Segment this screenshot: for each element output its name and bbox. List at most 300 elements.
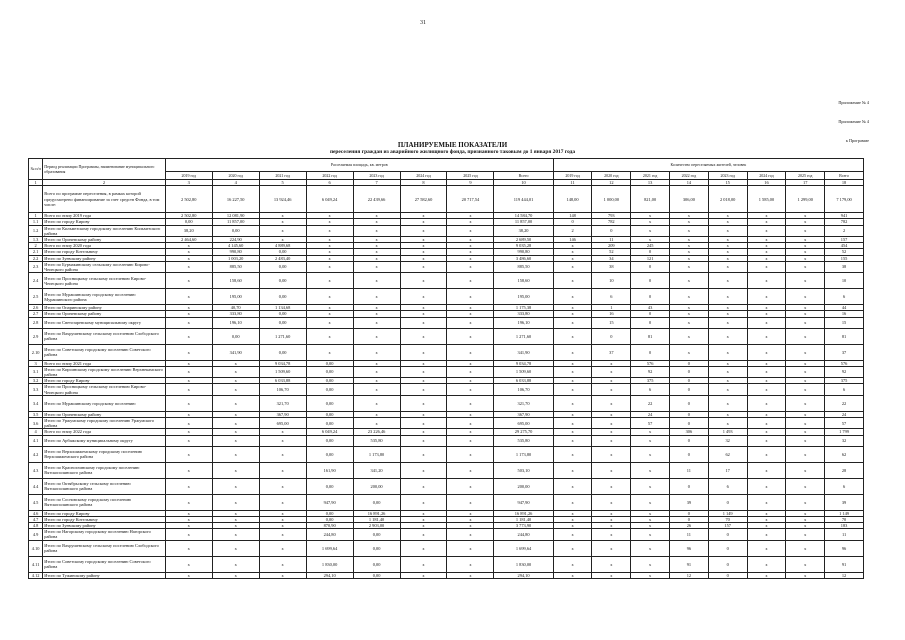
area-cell: x [353, 261, 400, 272]
header-colnum: 4 [212, 180, 259, 186]
area-cell: 195,00 [212, 289, 259, 305]
people-cell: x [553, 344, 592, 360]
row-number: 2.2 [29, 255, 43, 261]
table-row [29, 273, 864, 289]
area-cell: 196,10 [212, 317, 259, 328]
area-cell: 224,90 [212, 237, 259, 243]
area-cell: x [306, 249, 353, 255]
row-number: 1.3 [29, 237, 43, 243]
area-cell: x [353, 418, 400, 429]
people-cell: x [670, 243, 709, 249]
area-cell: 0,00 [259, 311, 306, 317]
header-colnum: 12 [592, 180, 631, 186]
people-cell: x [786, 510, 825, 516]
area-cell: x [212, 429, 259, 435]
area-cell: x [165, 328, 212, 344]
row-number: 4 [29, 429, 43, 435]
people-cell: 92 [825, 366, 864, 377]
people-cell: 0 [670, 366, 709, 377]
area-cell: 870,90 [306, 523, 353, 529]
people-cell: x [670, 289, 709, 305]
people-cell: x [631, 523, 670, 529]
row-name: Итого по Оричевскому району [43, 311, 165, 317]
people-cell: x [592, 556, 631, 572]
area-cell: x [447, 523, 494, 529]
row-number: 3 [29, 360, 43, 366]
area-cell: x [400, 556, 447, 572]
people-cell: x [631, 572, 670, 578]
area-cell: x [400, 429, 447, 435]
people-cell: x [553, 418, 592, 429]
area-cell: x [165, 366, 212, 377]
area-cell: x [353, 378, 400, 384]
area-cell: 0,00 [212, 328, 259, 344]
people-cell: 12 [825, 572, 864, 578]
people-cell: 157 [708, 523, 747, 529]
people-cell: x [553, 305, 592, 311]
people-cell: 209 [592, 243, 631, 249]
area-cell: x [165, 572, 212, 578]
area-cell: 200,00 [353, 478, 400, 494]
people-cell: x [553, 556, 592, 572]
people-cell: 306 [670, 429, 709, 435]
table-row [29, 478, 864, 494]
header-year: 2025 год [786, 172, 825, 180]
row-number: 4.10 [29, 540, 43, 556]
area-cell: x [212, 494, 259, 510]
people-cell: x [592, 360, 631, 366]
area-cell: x [400, 572, 447, 578]
area-cell: x [400, 289, 447, 305]
area-cell: 1 509,60 [494, 366, 553, 377]
area-cell: 990,80 [212, 249, 259, 255]
area-cell: x [447, 328, 494, 344]
people-cell: 0 [631, 344, 670, 360]
area-cell: 4 889,68 [259, 243, 306, 249]
people-cell: x [592, 418, 631, 429]
people-cell: 1 [592, 305, 631, 311]
table-row [29, 328, 864, 344]
row-number [29, 186, 43, 213]
row-name: Итого по Зуевскому району [43, 523, 165, 529]
people-cell: x [670, 317, 709, 328]
people-cell: x [553, 273, 592, 289]
people-cell: x [708, 261, 747, 272]
area-cell: x [353, 237, 400, 243]
people-cell: x [670, 261, 709, 272]
people-cell: x [553, 317, 592, 328]
people-cell: 1 299,00 [786, 186, 825, 213]
people-cell: x [747, 311, 786, 317]
header-year: Всего [825, 172, 864, 180]
people-cell: x [553, 462, 592, 478]
area-cell: 195,00 [494, 289, 553, 305]
people-cell: 34 [592, 255, 631, 261]
table-row [29, 446, 864, 462]
row-number: 1.2 [29, 225, 43, 236]
people-cell: x [786, 305, 825, 311]
row-name: Итого по Оричевскому району [43, 237, 165, 243]
area-cell: 11 857,00 [494, 219, 553, 225]
area-cell: x [400, 478, 447, 494]
people-cell: x [592, 462, 631, 478]
people-cell: x [592, 411, 631, 417]
people-cell: x [631, 435, 670, 446]
people-cell: x [786, 446, 825, 462]
people-cell: x [747, 317, 786, 328]
header-colnum: 13 [631, 180, 670, 186]
area-cell: x [259, 446, 306, 462]
area-cell: 2 483,40 [259, 255, 306, 261]
area-cell: x [447, 225, 494, 236]
area-cell: x [447, 429, 494, 435]
area-cell: x [353, 344, 400, 360]
header-colnum: 17 [786, 180, 825, 186]
people-cell: x [786, 273, 825, 289]
area-cell: 20 717,54 [447, 186, 494, 213]
people-cell: x [747, 395, 786, 411]
area-cell: x [259, 540, 306, 556]
header-colnum: 6 [306, 180, 353, 186]
area-cell: x [259, 494, 306, 510]
area-cell: x [306, 213, 353, 219]
area-cell: 244,80 [306, 529, 353, 540]
area-cell: x [212, 523, 259, 529]
people-cell: x [747, 289, 786, 305]
area-cell: 158,60 [212, 273, 259, 289]
area-cell: x [400, 261, 447, 272]
people-cell: 0 [631, 289, 670, 305]
row-number: 2 [29, 243, 43, 249]
area-cell: x [212, 360, 259, 366]
people-cell: x [553, 360, 592, 366]
people-cell: x [786, 243, 825, 249]
row-name: Итого по Красноглинскому городскому поселению Вятскополянского района [43, 462, 165, 478]
people-cell: 6 [825, 289, 864, 305]
people-cell: x [786, 556, 825, 572]
area-cell: x [400, 366, 447, 377]
area-cell: x [447, 289, 494, 305]
area-cell: 38,20 [165, 225, 212, 236]
row-name: Итого по Зуевскому району [43, 255, 165, 261]
row-name: Итого по Светозаревскому муниципальному округу [43, 317, 165, 328]
header-colnum: 1 [29, 180, 43, 186]
area-cell: x [447, 255, 494, 261]
people-cell: x [747, 255, 786, 261]
people-cell: 157 [825, 237, 864, 243]
area-cell: x [259, 237, 306, 243]
people-cell: x [747, 243, 786, 249]
area-cell: x [165, 523, 212, 529]
people-cell: 0 [631, 273, 670, 289]
area-cell: x [259, 225, 306, 236]
area-cell: 341,20 [353, 462, 400, 478]
people-cell: 0 [670, 395, 709, 411]
people-cell: x [786, 516, 825, 522]
area-cell: 16 891,26 [353, 510, 400, 516]
row-name: Итого по городу Котельничу [43, 249, 165, 255]
row-number: 3.6 [29, 418, 43, 429]
area-cell: x [353, 366, 400, 377]
row-number: 4.8 [29, 523, 43, 529]
area-cell: x [259, 462, 306, 478]
area-cell: x [306, 237, 353, 243]
people-cell: 0 [631, 261, 670, 272]
people-cell: x [553, 494, 592, 510]
area-cell: x [447, 213, 494, 219]
area-cell: 244,80 [494, 529, 553, 540]
area-cell: x [212, 366, 259, 377]
header-year: 2020 год [592, 172, 631, 180]
area-cell: x [165, 395, 212, 411]
area-cell: 695,00 [259, 418, 306, 429]
people-cell: 793 [592, 213, 631, 219]
header-num: № п/п [29, 159, 43, 180]
row-number: 3.2 [29, 378, 43, 384]
appendix-note: Приложение № 4 [838, 100, 869, 105]
header-colnum: 14 [670, 180, 709, 186]
people-cell: x [592, 494, 631, 510]
area-cell: 0,00 [306, 395, 353, 411]
area-cell: x [400, 446, 447, 462]
people-cell: 782 [825, 219, 864, 225]
document-subtitle: переселения граждан из аварийного жилищного фонда, признанного таковым до 1 января 2017 года [329, 149, 576, 155]
area-cell: x [447, 572, 494, 578]
people-cell: x [631, 462, 670, 478]
area-cell: 2 502,80 [165, 186, 212, 213]
people-cell: x [553, 540, 592, 556]
people-cell: x [747, 478, 786, 494]
people-cell: 576 [825, 360, 864, 366]
header-year: 2024 год [400, 172, 447, 180]
area-cell: x [400, 510, 447, 516]
table-row [29, 540, 864, 556]
people-cell: 0 [708, 572, 747, 578]
people-cell: 6 [592, 289, 631, 305]
area-cell: 38,20 [494, 225, 553, 236]
area-cell: 0,00 [306, 435, 353, 446]
people-cell: x [747, 219, 786, 225]
people-cell: x [708, 366, 747, 377]
area-cell: x [447, 418, 494, 429]
area-cell: 885,50 [212, 261, 259, 272]
area-cell: x [353, 317, 400, 328]
people-cell: x [670, 328, 709, 344]
area-cell: x [259, 478, 306, 494]
people-cell: 375 [631, 378, 670, 384]
people-cell: x [670, 249, 709, 255]
row-name: Итого по Мурашинскому городскому поселению [43, 395, 165, 411]
people-cell: x [592, 523, 631, 529]
area-cell: 0,00 [165, 219, 212, 225]
area-cell: x [306, 328, 353, 344]
area-cell: x [212, 478, 259, 494]
people-cell: 0 [592, 328, 631, 344]
area-cell: x [447, 243, 494, 249]
area-cell: 196,10 [494, 317, 553, 328]
people-cell: x [631, 516, 670, 522]
people-cell: 6 [825, 478, 864, 494]
area-cell: x [400, 395, 447, 411]
area-cell: 40,70 [212, 305, 259, 311]
area-cell: x [212, 446, 259, 462]
area-cell: x [447, 435, 494, 446]
people-cell: 0 [670, 418, 709, 429]
people-cell: x [708, 243, 747, 249]
area-cell: 6 033,88 [259, 378, 306, 384]
area-cell: 106,70 [494, 384, 553, 395]
area-cell: x [400, 523, 447, 529]
people-cell: 39 [825, 494, 864, 510]
area-cell: x [165, 289, 212, 305]
people-cell: x [553, 395, 592, 411]
people-cell: 2 018,00 [708, 186, 747, 213]
row-number: 1.1 [29, 219, 43, 225]
area-cell: x [447, 317, 494, 328]
row-number: 4.5 [29, 494, 43, 510]
people-cell: x [786, 395, 825, 411]
people-cell: x [786, 289, 825, 305]
people-cell: x [786, 261, 825, 272]
people-cell: x [631, 237, 670, 243]
row-number: 4.7 [29, 516, 43, 522]
people-cell: x [670, 237, 709, 243]
area-cell: x [212, 516, 259, 522]
people-cell: x [747, 510, 786, 516]
area-cell: x [400, 529, 447, 540]
area-cell: x [212, 529, 259, 540]
header-colnum: 7 [353, 180, 400, 186]
people-cell: 96 [670, 540, 709, 556]
people-cell: 12 [670, 572, 709, 578]
area-cell: x [212, 395, 259, 411]
people-cell: x [592, 435, 631, 446]
area-cell: 200,00 [494, 478, 553, 494]
people-cell: 0 [708, 494, 747, 510]
people-cell: x [786, 411, 825, 417]
people-cell: x [708, 328, 747, 344]
area-cell: x [400, 411, 447, 417]
people-cell: 62 [825, 446, 864, 462]
people-cell: x [708, 384, 747, 395]
area-cell: x [400, 328, 447, 344]
people-cell: x [670, 344, 709, 360]
area-cell: 9 034,78 [494, 360, 553, 366]
row-name: Итого по Вахрушевскому сельскому поселению Слободского района [43, 540, 165, 556]
people-cell: 183 [825, 523, 864, 529]
area-cell: x [306, 289, 353, 305]
people-cell: 24 [631, 411, 670, 417]
people-cell: 121 [631, 255, 670, 261]
area-cell: 333,80 [494, 311, 553, 317]
area-cell: x [306, 225, 353, 236]
people-cell: 375 [825, 378, 864, 384]
area-cell: x [259, 213, 306, 219]
area-cell: x [400, 305, 447, 311]
people-cell: x [786, 219, 825, 225]
area-cell: 0,00 [306, 384, 353, 395]
people-cell: 17 [708, 462, 747, 478]
area-cell: 0,00 [259, 249, 306, 255]
area-cell: x [212, 556, 259, 572]
people-cell: 782 [592, 219, 631, 225]
area-cell: 14 584,70 [494, 213, 553, 219]
row-number: 4.1 [29, 435, 43, 446]
people-cell: 7 179,00 [825, 186, 864, 213]
people-cell: 576 [631, 360, 670, 366]
people-cell: x [786, 317, 825, 328]
area-cell: 6 049,24 [306, 429, 353, 435]
people-cell: x [747, 360, 786, 366]
people-cell: 2 [825, 225, 864, 236]
people-cell: 37 [825, 344, 864, 360]
area-cell: x [165, 556, 212, 572]
people-cell: 0 [592, 225, 631, 236]
area-cell: x [353, 411, 400, 417]
people-cell: x [786, 384, 825, 395]
table-row [29, 225, 864, 236]
area-cell: x [165, 243, 212, 249]
people-cell: x [747, 261, 786, 272]
header-year: Всего [494, 172, 553, 180]
people-cell: x [553, 384, 592, 395]
area-cell: x [447, 478, 494, 494]
people-cell: 0 [670, 478, 709, 494]
people-cell: 57 [631, 418, 670, 429]
area-cell: x [400, 213, 447, 219]
area-cell: 333,80 [212, 311, 259, 317]
area-cell: x [212, 510, 259, 516]
area-cell: 1 830,00 [306, 556, 353, 572]
people-cell: x [708, 273, 747, 289]
people-cell: 1 799 [825, 429, 864, 435]
area-cell: x [400, 344, 447, 360]
row-name: Итого по городу Кирову [43, 378, 165, 384]
people-cell: 148,00 [553, 186, 592, 213]
area-cell: 3 486,60 [494, 255, 553, 261]
table-row [29, 366, 864, 377]
area-cell: 3 773,90 [494, 523, 553, 529]
area-cell: x [400, 311, 447, 317]
people-cell: 148 [553, 213, 592, 219]
area-cell: x [447, 411, 494, 417]
people-cell: x [747, 225, 786, 236]
row-name: Итого по Мурашинскому городскому поселению Мурашинского района [43, 289, 165, 305]
people-cell: 306,00 [670, 186, 709, 213]
area-cell: x [212, 462, 259, 478]
people-cell: x [670, 305, 709, 311]
row-number: 3.3 [29, 384, 43, 395]
area-cell: x [165, 478, 212, 494]
area-cell: 6 049,24 [306, 186, 353, 213]
people-cell: x [786, 255, 825, 261]
area-cell: x [306, 255, 353, 261]
header-year: 2019 год [553, 172, 592, 180]
row-number: 2.5 [29, 289, 43, 305]
area-cell: 1 181,40 [494, 516, 553, 522]
people-cell: 16 [825, 311, 864, 317]
people-cell: x [553, 429, 592, 435]
people-cell: x [553, 435, 592, 446]
people-cell: x [747, 494, 786, 510]
people-cell: 24 [825, 411, 864, 417]
people-cell: x [553, 516, 592, 522]
area-cell: x [165, 529, 212, 540]
people-cell: x [786, 344, 825, 360]
people-cell: x [747, 213, 786, 219]
people-cell: 0 [631, 311, 670, 317]
people-cell: x [747, 378, 786, 384]
